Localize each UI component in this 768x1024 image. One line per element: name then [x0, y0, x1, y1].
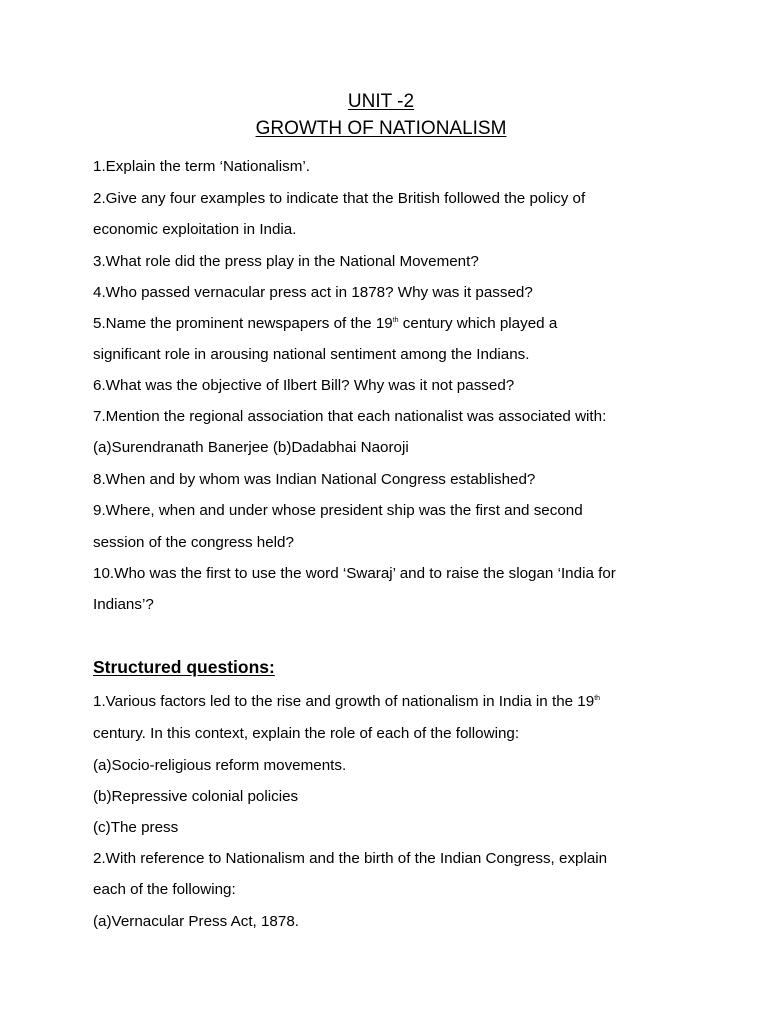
- question-6: 6.What was the objective of Ilbert Bill? Why was it not passed?: [93, 377, 515, 394]
- structured-1-option-b: (b)Repressive colonial policies: [93, 788, 299, 805]
- question-5-superscript: th: [392, 317, 399, 324]
- unit-title: UNIT -2: [347, 91, 415, 112]
- question-10-line-2: Indians’?: [93, 596, 154, 613]
- title-block: [0, 88, 762, 142]
- question-2-line-1: 2.Give any four examples to indicate that the British followed the policy of: [93, 190, 586, 207]
- structured-1-line-1: [93, 692, 600, 712]
- page-title: GROWTH OF NATIONALISM: [255, 118, 507, 139]
- question-2-line-2: economic exploitation in India.: [93, 221, 297, 238]
- question-7-line-1: 7.Mention the regional association that each nationalist was associated with:: [93, 408, 607, 425]
- question-5-line-2: significant role in arousing national sentiment among the Indians.: [93, 346, 530, 363]
- question-9-line-1: 9.Where, when and under whose president ship was the first and second: [93, 502, 583, 519]
- structured-1-superscript: th: [594, 695, 601, 702]
- structured-1-option-c: (c)The press: [93, 819, 179, 836]
- structured-questions-heading: Structured questions:: [93, 657, 275, 677]
- question-1: 1.Explain the term ‘Nationalism’.: [93, 158, 310, 175]
- question-5-line-1: [93, 314, 557, 334]
- question-5-text-a: 5.Name the prominent newspapers of the 19: [93, 315, 393, 332]
- question-9-line-2: session of the congress held?: [93, 534, 294, 551]
- question-5-text-b: century which played a: [398, 315, 558, 332]
- structured-2-option-a: (a)Vernacular Press Act, 1878.: [93, 913, 299, 930]
- structured-2-line-1: 2.With reference to Nationalism and the birth of the Indian Congress, explain: [93, 850, 608, 867]
- question-4: 4.Who passed vernacular press act in 1878? Why was it passed?: [93, 284, 533, 301]
- structured-1-text: 1.Various factors led to the rise and growth of nationalism in India in the 19: [93, 693, 595, 710]
- structured-1-line-2: century. In this context, explain the role of each of the following:: [93, 725, 520, 742]
- structured-1-option-a: (a)Socio-religious reform movements.: [93, 757, 347, 774]
- question-3: 3.What role did the press play in the National Movement?: [93, 253, 479, 270]
- question-7-line-2: (a)Surendranath Banerjee (b)Dadabhai Naoroji: [93, 439, 409, 456]
- question-8: 8.When and by whom was Indian National Congress established?: [93, 471, 536, 488]
- question-10-line-1: 10.Who was the first to use the word ‘Swaraj’ and to raise the slogan ‘India for: [93, 565, 616, 582]
- structured-2-line-2: each of the following:: [93, 881, 236, 898]
